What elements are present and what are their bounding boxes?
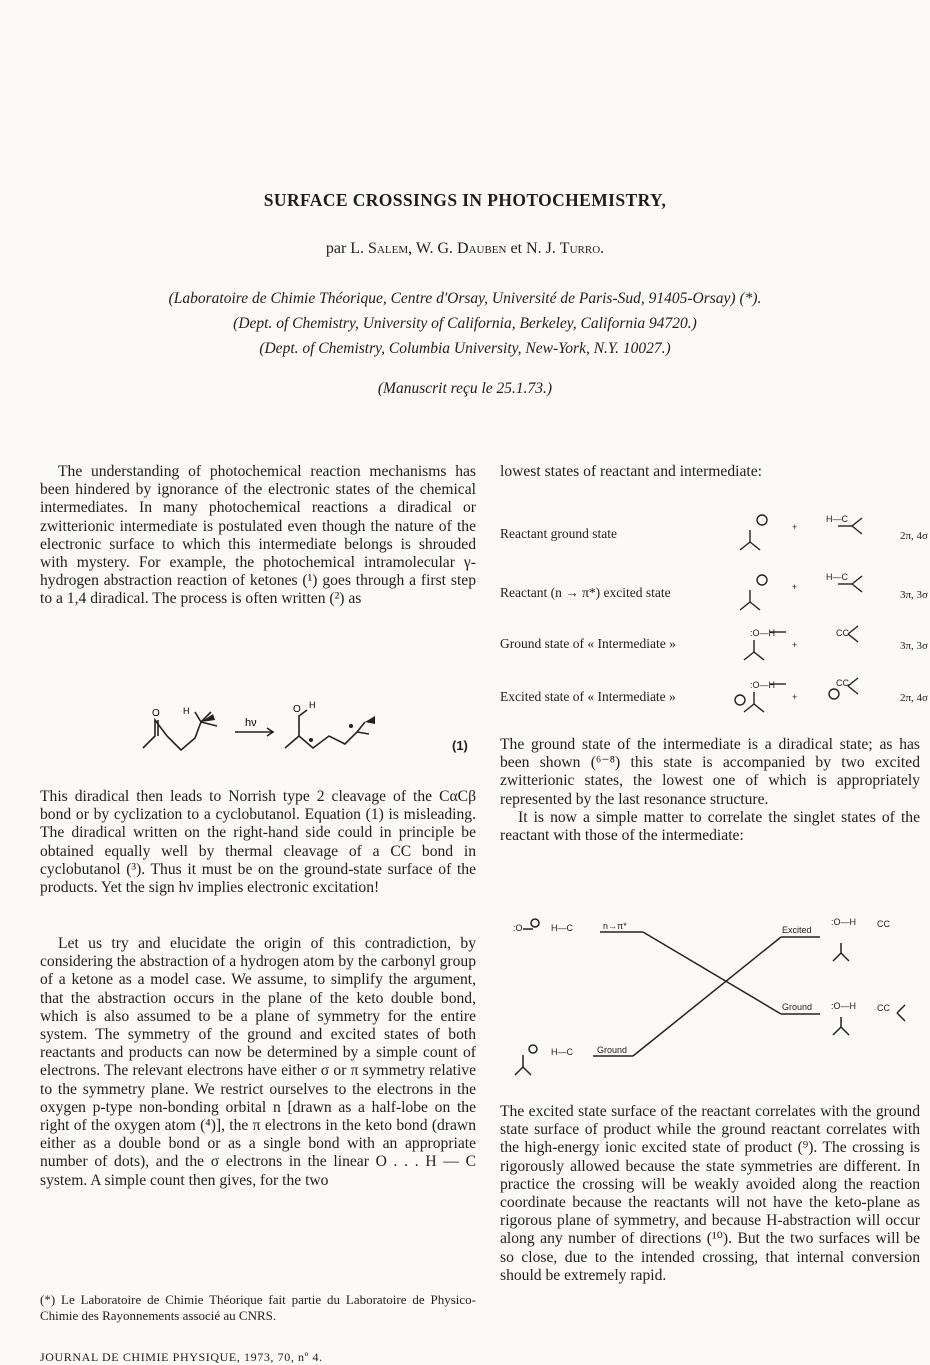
diagram-cc-bottom: CC [877, 1003, 890, 1013]
paper-title: SURFACE CROSSINGS IN PHOTOCHEMISTRY, [263, 190, 667, 210]
plus-4: + [792, 692, 798, 702]
reactant-o-top: :O [513, 923, 523, 933]
authors-sep-2: et N. J. [506, 240, 560, 257]
authors-sep-1: , W. G. [408, 240, 458, 257]
left-paragraph-1-text: The understanding of photochemical reaction mechanisms has been hindered by ignorance of the electronic states of the chemical intermediates. In many photochemical reactions a diradical or zwitterionic intermediate is postulated even though the nature of the electronic surface to which this intermediate belongs is shrouded with mystery. For example, the photochemical intramolecular γ-hydrogen abstraction reaction of ketones (¹) goes through a first step to a 1,4 diradical. The process is often written (²) as [40, 463, 476, 608]
diagram-oh-bottom: :O—H [831, 1001, 857, 1011]
left-paragraph-3-text: Let us try and elucidate the origin of this contradiction, by considering the abstraction of a hydrogen atom by the carbonyl group of a ketone as a model case. We assume, to simplify the argument, that the abstraction occurs in the plane of the keto double bond, which is also assumed to be a plane of symmetry for the entire system. The symmetry of the ground and excited states of both reactants and products can now be determined by a simple count of electrons. The relevant electrons have either σ or π symmetry relative to the symmetry plane. We restrict ourselves to the electrons in the oxygen p-type non-bonding orbital n [drawn as a half-lobe on the right of the oxygen atom (⁴)], the π electrons in the keto bond (drawn either as a double bond or as a single bond with an appropriate number of dots), and the σ electrons in the linear O . . . H — C system. A simple count then gives, for the two [40, 935, 476, 1189]
left-paragraph-1 [40, 463, 476, 609]
affiliation-columbia: (Dept. of Chemistry, Columbia University, New-York, N.Y. 10027.) [259, 340, 671, 357]
state-label-intermediate-excited: Excited state of « Intermediate » [500, 689, 676, 704]
state-label-intermediate-ground: Ground state of « Intermediate » [500, 636, 676, 651]
atom-oh-2: :O—H [750, 680, 776, 690]
diagram-h-c-top: H—C [551, 923, 573, 933]
diagram-cc-top: CC [877, 919, 890, 929]
right-paragraph-1-text: The ground state of the intermediate is a diradical state; as has been shown (⁶⁻⁸) this state is accompanied by two excited zwitterionic states, the lowest one of which is appropriately represented by the last resonance structure. [500, 736, 920, 808]
atom-cc-1: CC [836, 628, 849, 638]
right-paragraph-3-text: The excited state surface of the reactant correlates with the ground state surface of product while the ground reactant correlates with the high-energy ionic excited state of product (⁹). The crossing is rigorously allowed because the state symmetries are different. In practice the crossing will be weakly avoided along the reaction coordinate because the reactants will not have the keto-plane as rigorous plane of symmetry, and because H-abstraction will occur along any number of directions (¹⁰). But the two surfaces will be so close, due to the intended crossing, that internal conversion should be extremely rapid. [500, 1103, 920, 1284]
excited-right-label: Excited [782, 925, 812, 935]
right-paragraph-2-text: It is now a simple matter to correlate the singlet states of the reactant with those of the intermediate: [500, 808, 920, 845]
state-label-reactant-ground: Reactant ground state [500, 526, 617, 541]
npi-label: n→π* [603, 921, 627, 931]
equation-number: (1) [452, 738, 468, 753]
oxygen-label: O [152, 708, 160, 719]
left-paragraph-3 [40, 935, 476, 1190]
right-intro-text: lowest states of reactant and intermediate: [500, 463, 762, 480]
hv-label: hν [245, 717, 257, 729]
atom-cc-2: CC [836, 678, 849, 688]
product-oxygen-label: O [293, 704, 301, 715]
author-line [0, 240, 930, 258]
state-symmetry-reactant-ground: 2π, 4σ [900, 530, 928, 542]
diagram-oh-top: :O—H [831, 917, 857, 927]
state-structures-figure [730, 508, 900, 718]
affiliation-berkeley: (Dept. of Chemistry, University of California, Berkeley, California 94720.) [233, 315, 697, 332]
atom-h-c-1: H—C [826, 514, 848, 524]
plus-3: + [792, 640, 798, 650]
reactant-skeleton [143, 720, 201, 750]
right-paragraph-1 [500, 736, 920, 845]
affiliation-orsay: (Laboratoire de Chimie Théorique, Centre d'Orsay, Université de Paris-Sud, 91405-Orsay) (*). [168, 290, 762, 307]
ground-left-label: Ground [597, 1045, 628, 1055]
state-symmetry-intermediate-excited: 2π, 4σ [900, 692, 928, 704]
authors-prefix: par L. [325, 240, 369, 257]
ground-to-excited-correlation [633, 937, 781, 1056]
author-dauben: Dauben [457, 240, 507, 257]
left-paragraph-2-text: This diradical then leads to Norrish type 2 cleavage of the CαCβ bond or by cyclization to a cyclobutanol. Equation (1) is misleading. The diradical written on the right-hand side could in principle be obtained equally well by thermal cleavage of a CC bond in cyclobutanol (³). Thus it must be on the ground-state surface of the products. Yet the sign hν implies electronic excitation! [40, 788, 476, 897]
authors-suffix: . [600, 240, 605, 257]
product-hydrogen-label: H [309, 700, 316, 710]
received-date: (Manuscrit reçu le 25.1.73.) [377, 380, 553, 397]
state-label-reactant-excited: Reactant (n → π*) excited state [500, 585, 671, 600]
state-symmetry-reactant-excited: 3π, 3σ [900, 589, 928, 601]
diagram-h-c-bottom: H—C [551, 1047, 573, 1057]
atom-oh-1: :O—H [750, 628, 776, 638]
ground-right-label: Ground [782, 1002, 813, 1012]
author-salem: Salem [368, 240, 409, 257]
excited-to-ground-correlation [643, 932, 781, 1014]
correlation-diagram [505, 905, 925, 1080]
right-intro [500, 463, 920, 481]
hydrogen-label: H [183, 706, 190, 716]
plus-1: + [792, 522, 798, 532]
author-turro: Turro [559, 240, 601, 257]
atom-h-c-2: H—C [826, 572, 848, 582]
plus-2: + [792, 582, 798, 592]
left-paragraph-2 [40, 788, 476, 897]
equation-1-figure [135, 700, 395, 770]
state-symmetry-intermediate-ground: 3π, 3σ [900, 640, 928, 652]
footnote: (*) Le Laboratoire de Chimie Théorique fait partie du Laboratoire de Physico-Chimie des Rayonnements associé au CNRS. [40, 1292, 476, 1323]
journal-footer: JOURNAL DE CHIMIE PHYSIQUE, 1973, 70, nº 4. [40, 1350, 323, 1364]
right-paragraph-3 [500, 1103, 920, 1285]
